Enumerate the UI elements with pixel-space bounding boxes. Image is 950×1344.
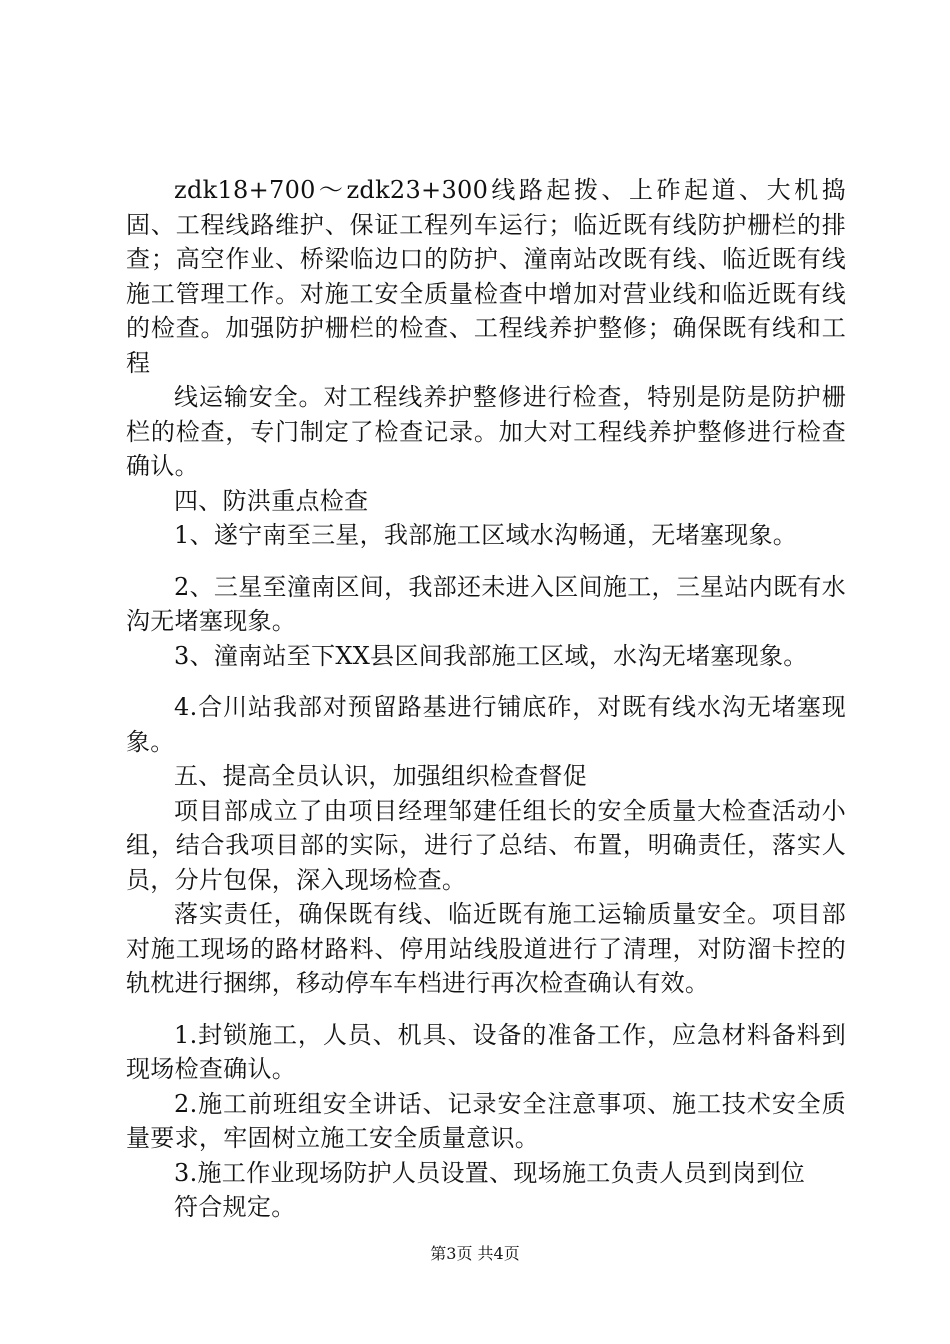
- list-item-flood-2: 2、三星至潼南区间，我部还未进入区间施工，三星站内既有水沟无堵塞现象。: [126, 572, 846, 635]
- paragraph-transport-safety: 线运输安全。对工程线养护整修进行检查，特别是防是防护栅栏的检查，专门制定了检查记录。加大对工程线养护整修进行检查确认。: [126, 383, 846, 480]
- page-footer: 第3页 共4页: [430, 1244, 520, 1263]
- paragraph-existing-line-work: zdk18+700～zdk23+300线路起拨、上砟起道、大机捣固、工程线路维护、保证工程列车运行；临近既有线防护栅栏的排查；高空作业、桥梁临边口的防护、潼南站改既有线、临近既有线施工管理工作。对施工安全质量检查中增加对营业线和临近既有线的检查。加强防护栅栏的检查、工程线养护整修；确保既有线和工程: [126, 176, 846, 377]
- document-body: [126, 173, 846, 1225]
- list-item-flood-3: 3、潼南站至下XX县区间我部施工区域，水沟无堵塞现象。: [174, 641, 808, 670]
- list-item-safety-briefing: 2.施工前班组安全讲话、记录安全注意事项、施工技术安全质量要求，牢固树立施工安全质量意识。: [126, 1089, 846, 1152]
- paragraph-inspection-team: 项目部成立了由项目经理邹建任组长的安全质量大检查活动小组，结合我项目部的实际，进行了总结、布置，明确责任，落实人员，分片包保，深入现场检查。: [126, 796, 846, 894]
- section-heading-flood-control: 四、防洪重点检查: [174, 486, 369, 515]
- list-item-flood-4: 4.合川站我部对预留路基进行铺底砟，对既有线水沟无堵塞现象。: [126, 693, 846, 756]
- section-heading-awareness: 五、提高全员认识，加强组织检查督促: [174, 762, 588, 790]
- list-item-flood-1: 1、遂宁南至三星，我部施工区域水沟畅通，无堵塞现象。: [174, 521, 798, 549]
- list-item-site-protection: 3.施工作业现场防护人员设置、现场施工负责人员到岗到位: [174, 1158, 805, 1187]
- paragraph-compliance: 符合规定。: [174, 1193, 296, 1221]
- list-item-closure-work: 1.封锁施工，人员、机具、设备的准备工作，应急材料备料到现场检查确认。: [126, 1020, 846, 1083]
- paragraph-responsibility: 落实责任，确保既有线、临近既有施工运输质量安全。项目部对施工现场的路材路料、停用站线股道进行了清理，对防溜卡控的轨枕进行捆绑，移动停车车档进行再次检查确认有效。: [126, 900, 846, 997]
